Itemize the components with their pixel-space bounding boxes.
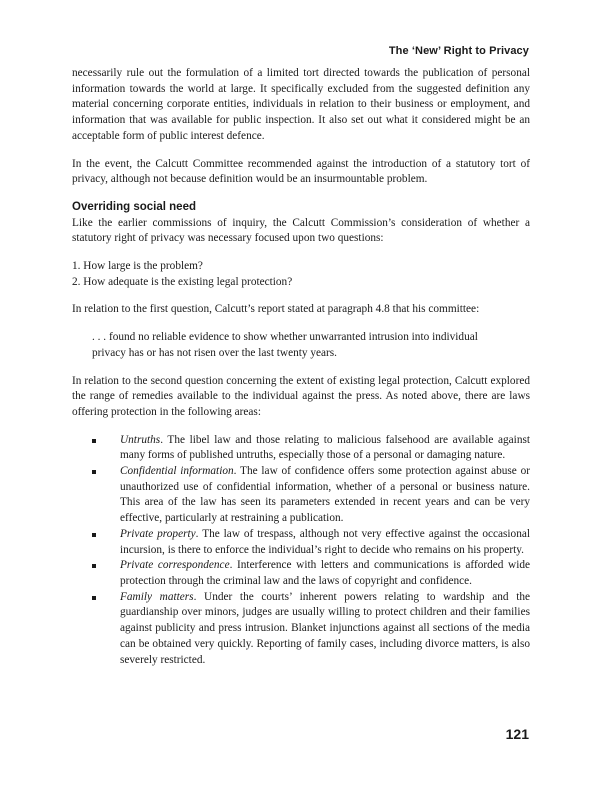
list-item xyxy=(72,527,530,558)
bullet-square-icon xyxy=(92,470,96,474)
bullet-text: . The law of trespass, although not very effective against the occasional incursion, is there to enforce the individual’s right to decide who remains on his property. xyxy=(120,527,530,556)
paragraph: In relation to the second question concerning the extent of existing legal protection, Calcutt explored the range of remedies available to the individual against the press. As noted above, there are laws offering protection in the following areas: xyxy=(72,374,530,418)
bullet-term: Private property xyxy=(120,527,196,540)
list-item xyxy=(72,590,530,669)
section-heading: Overriding social need xyxy=(72,200,196,213)
list-item xyxy=(72,433,530,464)
list-item: 1. How large is the problem? xyxy=(72,260,203,273)
list-item xyxy=(72,464,530,527)
bullet-square-icon xyxy=(92,439,96,443)
paragraph: In relation to the first question, Calcutt’s report stated at paragraph 4.8 that his committee: xyxy=(72,303,480,316)
bullet-square-icon xyxy=(92,533,96,537)
bullet-term: Family matters xyxy=(120,590,194,603)
paragraph: Like the earlier commissions of inquiry, the Calcutt Commission’s consideration of whether a statutory right of privacy was necessary focused upon two questions: xyxy=(72,216,530,245)
bullet-term: Private correspondence xyxy=(120,559,230,572)
bullet-term: Confidential information xyxy=(120,465,234,478)
block-quote: . . . found no reliable evidence to show whether unwarranted intrusion into individual privacy has or has not risen over the last twenty years. xyxy=(92,331,478,359)
bullet-text: . The law of confidence offers some protection against abuse or unauthorized use of confidential information, whether of a personal or business nature. This area of the law has seen its parameters extended in recent years and can be very effective, particularly at restraining a publication. xyxy=(120,465,530,525)
bullet-text: . The libel law and those relating to malicious falsehood are available against many forms of published untruths, especially those of a personal or damaging nature. xyxy=(120,433,530,462)
running-head-title: The ‘New’ Right to Privacy xyxy=(388,45,529,57)
paragraph: In the event, the Calcutt Committee recommended against the introduction of a statutory tort of privacy, although not because definition would be an insurmountable problem. xyxy=(72,157,530,186)
paragraph: necessarily rule out the formulation of a limited tort directed towards the publication of personal information towards the world at large. It specifically excluded from the suggested definition any material concerning corporate entities, individuals in relation to their business or employment, and information that was available for public inspection. It also set out what it considered might be an acceptable form of public interest defence. xyxy=(72,67,530,142)
bullet-square-icon xyxy=(92,596,96,600)
protection-areas-list xyxy=(72,433,530,669)
page-number: 121 xyxy=(505,726,529,742)
bullet-text: . Under the courts’ inherent powers relating to wardship and the guardianship over minors, judges are usually willing to protect children and their families against publicity and press intrusion. Blanket injunctions against all sections of the media can be obtained very quickly. Reporting of family cases, including divorce matters, is also severely restricted. xyxy=(120,590,531,666)
bullet-term: Untruths xyxy=(120,433,161,446)
bullet-text: . Interference with letters and communications is afforded wide protection through the criminal law and the laws of copyright and confidence. xyxy=(120,559,530,587)
list-item xyxy=(72,558,530,589)
list-item: 2. How adequate is the existing legal protection? xyxy=(72,275,293,288)
page-body xyxy=(72,66,530,668)
bullet-square-icon xyxy=(92,564,96,568)
question-list xyxy=(72,259,530,290)
